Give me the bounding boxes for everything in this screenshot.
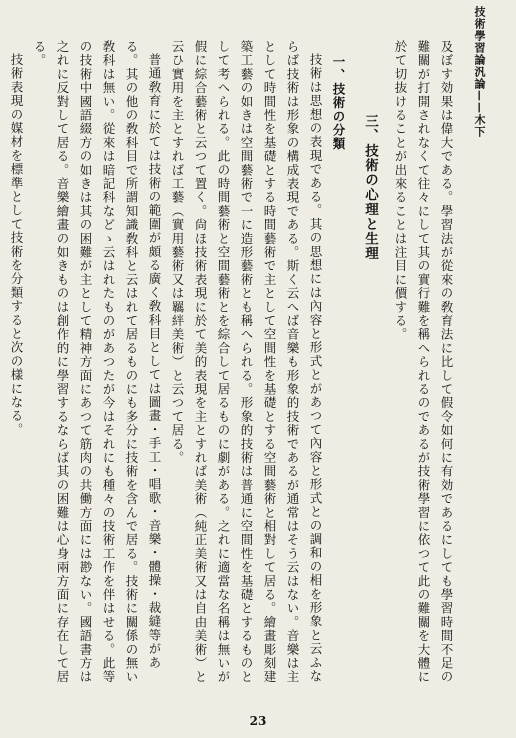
paragraph-education: 普通敎育に於ては技術の範圍が頗る廣く敎科目としては圖畫・手工・唱歌・音樂・體操・裁縫等がある。其の他の敎科目で所謂知識敎科と云はれて居るものにも多分に技術を含んで居る。技術に關係の無い敎科は無い。從來は暗記科などゝ云はれたものがあつたが今はそれにも種々の技術工作を伴はせる。此等の技術中國語綴方の如きは其の困難が主として精神方面にあつて筋肉の共働方面には尠ない。國語書方は之れに反對して居る。音樂繪畫の如きものは創作的に學習するならば其の困難は心身兩方面に存在して居る。 <box>32 40 162 684</box>
paragraph-classification: 技術は思想の表現である。其の思想には內容と形式とがあつて內容と形式との調和の相を形象と云ふならば技術は形象の構成表現である。斯く云へば音樂も形象的技術であるが通常はそう云はない。音樂は主として時間性を基礎とする時間藝術で主として空間性を基礎とする空間藝術と相對して居る。繪畫彫刻建築工藝の如きは空間藝術で一に造形藝術とも稱へられる。形象的技術は普通に空間性を基礎とするものとして考へられる。此の時間藝術と空間藝術とを綜合して居るものに劇がある。之れに適當な名稱は無いが假に綜合藝術と云つて置く。尙ほ技術表現に於て美的表現を主とすれば美術（純正美術又は自由美術）と云ひ實用を主とすれば工藝（實用藝術又は羈絆美術）と云つて居る。 <box>170 40 323 684</box>
page-number: 23 <box>249 714 267 728</box>
body-text <box>9 40 458 696</box>
paragraph-continuation: 及ぼす効果は偉大である。學習法が從來の敎育法に比して假令如何に有効であるにしても學習時間不足の難關が打開されなくて往々にして其の實行難を稱へられるのであるが技術學習に依つて此の難關を大體に於て切抜けることが出來ることは注目に價する。 <box>393 40 454 684</box>
running-head: 技術學習論汎論——木下 <box>473 6 486 138</box>
paragraph-media: 技術表現の媒材を標準として技術を分類すると次の樣になる。 <box>9 52 24 437</box>
section-title: 三、技術の心理と生理 <box>362 114 378 262</box>
subsection-title: 一、技術の分類 <box>331 55 346 151</box>
